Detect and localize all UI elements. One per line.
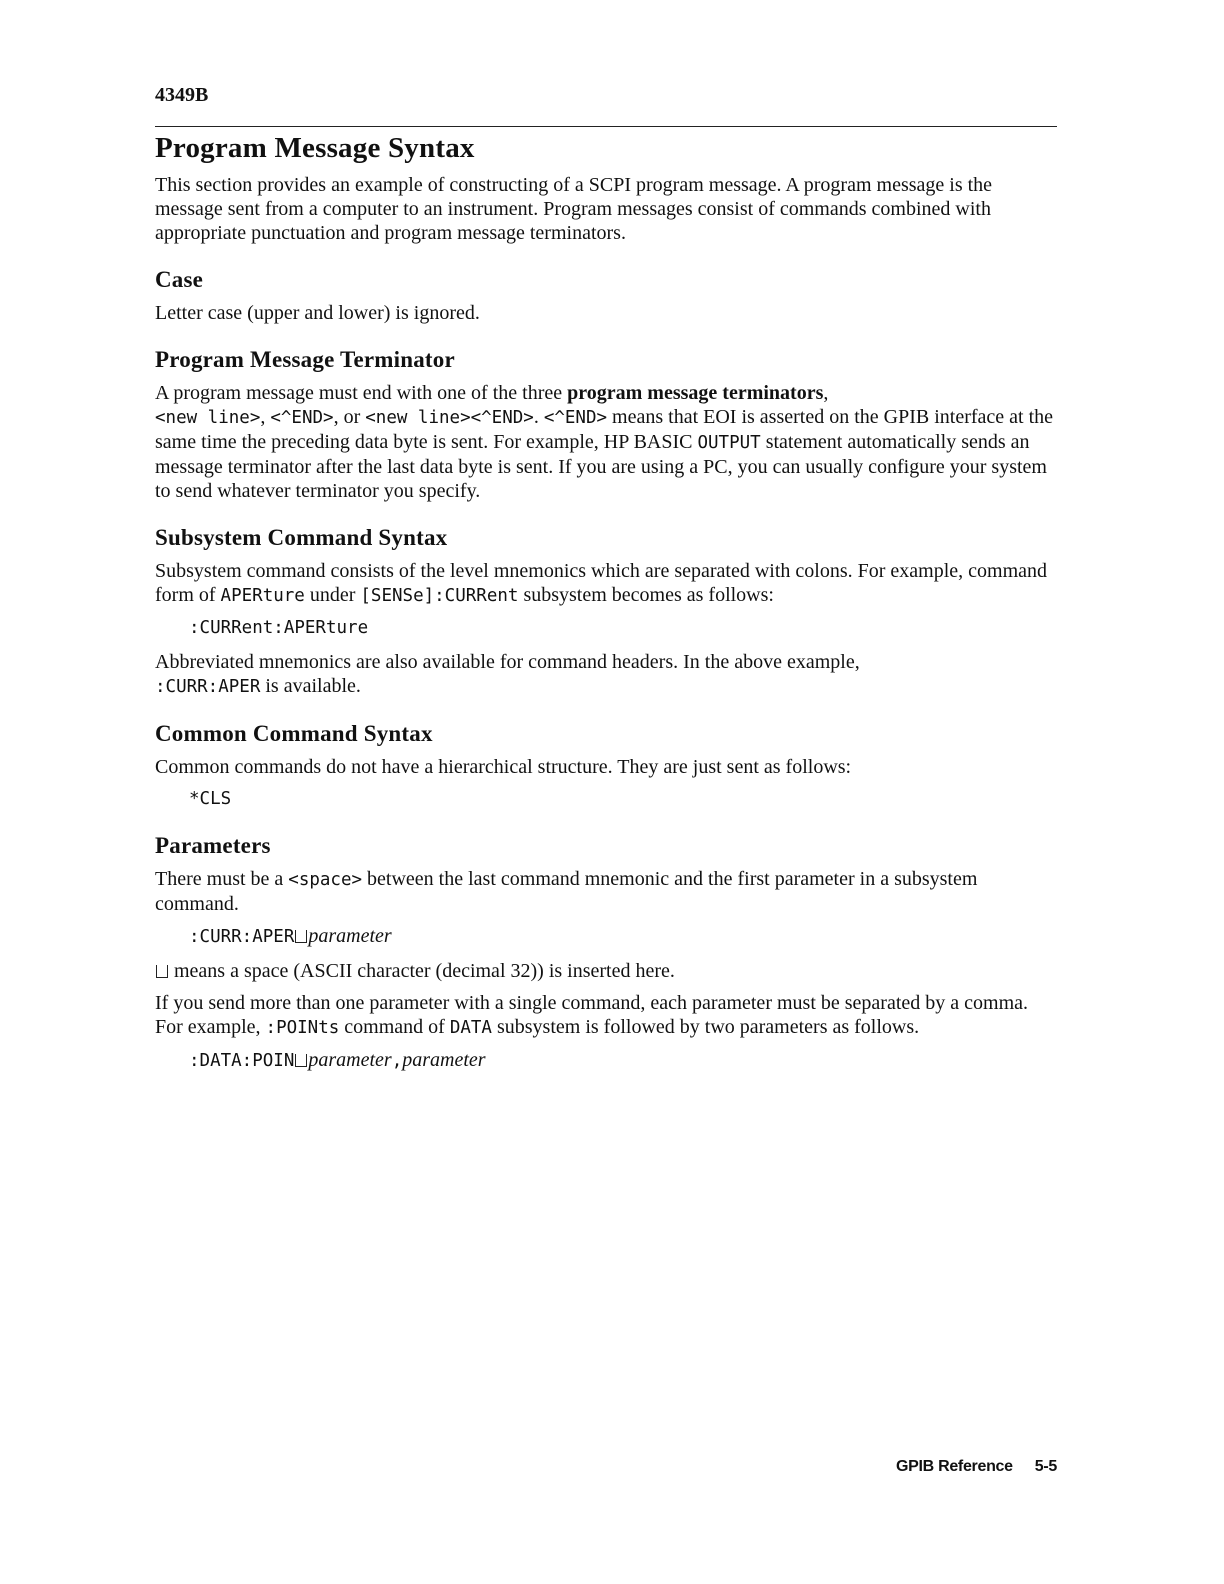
common-example: *CLS xyxy=(189,789,232,809)
content xyxy=(155,132,1057,1083)
code-sense-current: [SENSe]:CURRent xyxy=(360,586,519,606)
case-heading: Case xyxy=(155,267,204,292)
space-symbol-icon xyxy=(295,1054,307,1067)
space-symbol-icon xyxy=(295,930,307,943)
code-end-2: <^END> xyxy=(543,408,608,428)
code-end: <^END> xyxy=(270,408,334,428)
code-new-line-end: <new line><^END> xyxy=(365,408,534,428)
code-data: DATA xyxy=(449,1018,492,1038)
code-new-line: <new line> xyxy=(155,408,261,428)
footer-page-number: 5-5 xyxy=(1034,1458,1057,1475)
multi-parameter-paragraph: If you send more than one parameter with a single command, each parameter must be separated by a comma. For example, :POINts command of DATA subsystem is followed by two parameters as follows. xyxy=(155,992,1028,1038)
subsystem-paragraph: Subsystem command consists of the level mnemonics which are separated with colons. For example, command form of APERture under [SENSe]:CURRent subsystem becomes as follows: xyxy=(155,560,1048,606)
terminators-term: program message terminators xyxy=(567,382,824,404)
parameters-paragraph: There must be a <space> between the last command mnemonic and the first parameter in a subsystem command. xyxy=(155,868,978,915)
document-id: 4349B xyxy=(155,84,209,106)
footer-section: GPIB Reference xyxy=(896,1458,1013,1475)
space-symbol-icon xyxy=(156,965,168,978)
page-footer xyxy=(896,1458,1057,1476)
document-page xyxy=(155,0,1057,1584)
code-output: OUTPUT xyxy=(697,433,761,453)
code-aperture: APERture xyxy=(220,586,305,606)
header-rule xyxy=(155,126,1057,127)
code-points: :POINts xyxy=(265,1018,340,1038)
space-note: means a space (ASCII character (decimal 32)) is inserted here. xyxy=(155,959,1057,983)
common-heading: Common Command Syntax xyxy=(155,721,433,746)
parameters-heading: Parameters xyxy=(155,833,271,858)
intro-paragraph: This section provides an example of constructing of a SCPI program message. A program message is the message sent from a computer to an instrument. Program messages consist of commands combined with appropriate punctuation and program message terminators. xyxy=(155,174,993,244)
terminator-heading: Program Message Terminator xyxy=(155,347,455,372)
terminator-paragraph: A program message must end with one of the three program message terminators, <new line>, <^END>, or <new line><^END>. <^END> means that EOI is asserted on the GPIB interface at the same time the preceding data byte is sent. For example, HP BASIC OUTPUT statement automatically sends an message terminator after the last data byte is sent. If you are using a PC, you can usually configure your system to send whatever terminator you specify. xyxy=(155,382,1054,502)
page-title: Program Message Syntax xyxy=(155,132,475,164)
subsystem-heading: Subsystem Command Syntax xyxy=(155,525,448,550)
code-space: <space> xyxy=(288,870,363,890)
case-paragraph: Letter case (upper and lower) is ignored. xyxy=(155,302,480,324)
code-curr-aper: :CURR:APER xyxy=(155,677,261,697)
common-paragraph: Common commands do not have a hierarchical structure. They are just sent as follows: xyxy=(155,756,852,778)
subsystem-example: :CURRent:APERture xyxy=(189,618,369,638)
parameter-example-2: :DATA:POIN parameter,parameter xyxy=(189,1049,486,1071)
parameter-example-1: :CURR:APER parameter xyxy=(189,925,392,947)
abbreviation-paragraph: Abbreviated mnemonics are also available for command headers. In the above example, :CURR:APER is available. xyxy=(155,651,860,697)
